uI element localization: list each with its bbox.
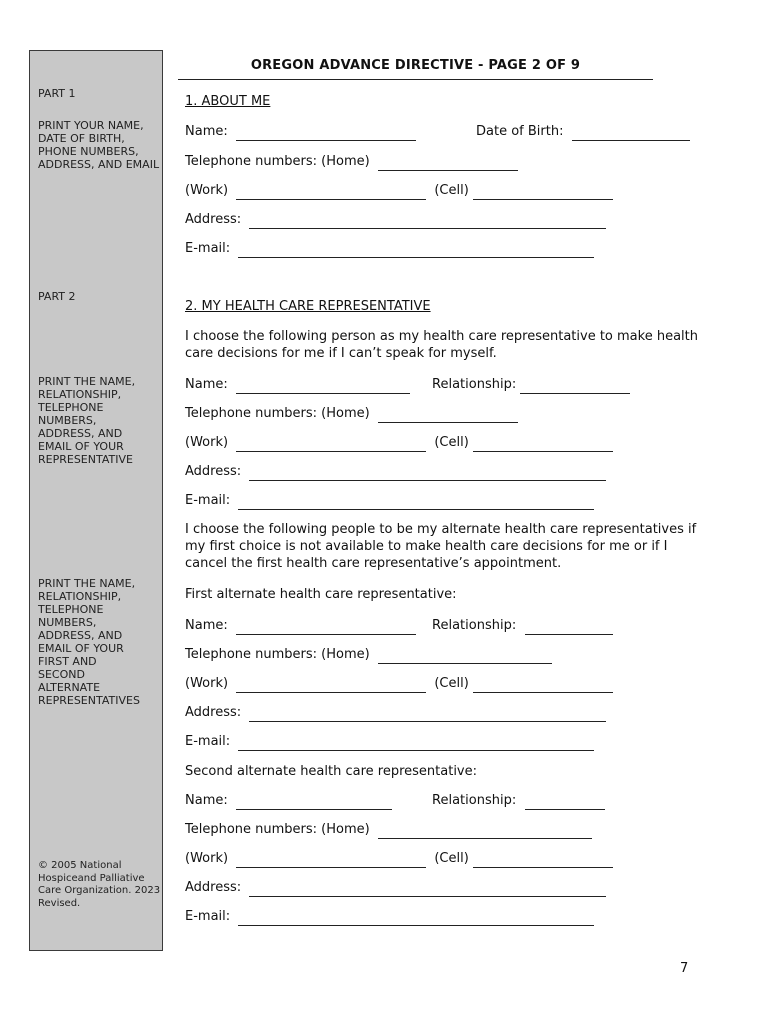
- about-email-row: [185, 240, 594, 258]
- email-label: E-mail:: [185, 241, 231, 256]
- alt1-address-row: [185, 704, 606, 722]
- alt2-address-row: [185, 879, 606, 897]
- alt2-email-field[interactable]: [238, 912, 594, 926]
- about-address-row: [185, 211, 606, 229]
- name-label: Name:: [185, 618, 228, 633]
- relationship-label: Relationship:: [432, 377, 517, 392]
- address-field[interactable]: [249, 215, 606, 229]
- alternates-intro: I choose the following people to be my alternate health care representatives if my first choice is not available to make health care decisions for me or if I cancel the first health care representative’s appointment.: [185, 522, 697, 571]
- dob-label: Date of Birth:: [476, 124, 564, 139]
- about-phone-home-row: [185, 153, 518, 171]
- cell-label: (Cell): [434, 676, 469, 691]
- email-label: E-mail:: [185, 493, 231, 508]
- rep-address-field[interactable]: [249, 467, 606, 481]
- name-label: Name:: [185, 793, 228, 808]
- rep-email-field[interactable]: [238, 496, 594, 510]
- cell-phone-field[interactable]: [473, 186, 613, 200]
- telephone-home-label: Telephone numbers: (Home): [185, 406, 370, 421]
- alt1-name-row: [185, 617, 613, 635]
- alt1-work-phone-field[interactable]: [236, 679, 426, 693]
- about-phone-work-row: [185, 182, 613, 200]
- alt2-phone-work-row: [185, 850, 613, 868]
- alt2-address-field[interactable]: [249, 883, 606, 897]
- sidebar-panel: [29, 50, 163, 951]
- cell-label: (Cell): [434, 851, 469, 866]
- section-representative-heading: 2. MY HEALTH CARE REPRESENTATIVE: [185, 299, 431, 314]
- alt1-telephone-home-field[interactable]: [378, 650, 552, 664]
- second-alternate-heading: Second alternate health care representative:: [185, 764, 478, 779]
- alt1-address-field[interactable]: [249, 708, 606, 722]
- alt2-email-row: [185, 908, 594, 926]
- rep-address-row: [185, 463, 606, 481]
- first-alternate-heading: First alternate health care representative:: [185, 587, 457, 602]
- name-field[interactable]: [236, 127, 416, 141]
- name-label: Name:: [185, 377, 228, 392]
- dob-field[interactable]: [572, 127, 690, 141]
- alt2-cell-phone-field[interactable]: [473, 854, 613, 868]
- relationship-label: Relationship:: [432, 618, 517, 633]
- page-number: 7: [680, 961, 689, 976]
- work-label: (Work): [185, 183, 229, 198]
- alt2-name-field[interactable]: [236, 796, 392, 810]
- part2-label: PART 2: [38, 290, 76, 303]
- rep-work-phone-field[interactable]: [236, 438, 426, 452]
- relationship-label: Relationship:: [432, 793, 517, 808]
- alt2-relationship-field[interactable]: [525, 796, 605, 810]
- telephone-home-label: Telephone numbers: (Home): [185, 154, 370, 169]
- page-title: OREGON ADVANCE DIRECTIVE - PAGE 2 OF 9: [250, 58, 581, 73]
- part1-instructions: PRINT YOUR NAME, DATE OF BIRTH, PHONE NUMBERS, ADDRESS, AND EMAIL: [38, 119, 160, 171]
- rep-cell-phone-field[interactable]: [473, 438, 613, 452]
- work-label: (Work): [185, 676, 229, 691]
- rep-name-field[interactable]: [236, 380, 410, 394]
- address-label: Address:: [185, 705, 242, 720]
- email-field[interactable]: [238, 244, 594, 258]
- alt1-relationship-field[interactable]: [525, 621, 613, 635]
- about-name-row: [185, 123, 690, 141]
- alternates-instructions: PRINT THE NAME, RELATIONSHIP, TELEPHONE NUMBERS, ADDRESS, AND EMAIL OF YOUR FIRST AND SECOND ALTERNATE REPRESENTATIVES: [38, 577, 140, 707]
- rep-relationship-field[interactable]: [520, 380, 630, 394]
- representative-intro: I choose the following person as my health care representative to make health care decisions for me if I can’t speak for myself.: [185, 329, 698, 361]
- email-label: E-mail:: [185, 909, 231, 924]
- address-label: Address:: [185, 464, 242, 479]
- telephone-home-field[interactable]: [378, 157, 518, 171]
- rep-email-row: [185, 492, 594, 510]
- address-label: Address:: [185, 212, 242, 227]
- telephone-home-label: Telephone numbers: (Home): [185, 647, 370, 662]
- alt2-phone-home-row: [185, 821, 592, 839]
- part2-instructions: PRINT THE NAME, RELATIONSHIP, TELEPHONE NUMBERS, ADDRESS, AND EMAIL OF YOUR REPRESENTATIVE: [38, 375, 136, 466]
- alt2-name-row: [185, 792, 605, 810]
- alt1-cell-phone-field[interactable]: [473, 679, 613, 693]
- copyright-notice: © 2005 National Hospiceand Palliative Care Organization. 2023 Revised.: [38, 860, 161, 909]
- title-divider: [178, 79, 653, 80]
- alt1-phone-home-row: [185, 646, 552, 664]
- rep-phone-work-row: [185, 434, 613, 452]
- work-phone-field[interactable]: [236, 186, 426, 200]
- rep-phone-home-row: [185, 405, 518, 423]
- rep-name-row: [185, 376, 630, 394]
- alt1-email-row: [185, 733, 594, 751]
- work-label: (Work): [185, 435, 229, 450]
- work-label: (Work): [185, 851, 229, 866]
- alt1-email-field[interactable]: [238, 737, 594, 751]
- section-about-me-heading: 1. ABOUT ME: [185, 94, 271, 109]
- alt2-telephone-home-field[interactable]: [378, 825, 592, 839]
- cell-label: (Cell): [434, 183, 469, 198]
- alt1-name-field[interactable]: [236, 621, 416, 635]
- telephone-home-label: Telephone numbers: (Home): [185, 822, 370, 837]
- part1-label: PART 1: [38, 87, 76, 100]
- alt2-work-phone-field[interactable]: [236, 854, 426, 868]
- address-label: Address:: [185, 880, 242, 895]
- name-label: Name:: [185, 124, 228, 139]
- alt1-phone-work-row: [185, 675, 613, 693]
- rep-telephone-home-field[interactable]: [378, 409, 518, 423]
- email-label: E-mail:: [185, 734, 231, 749]
- cell-label: (Cell): [434, 435, 469, 450]
